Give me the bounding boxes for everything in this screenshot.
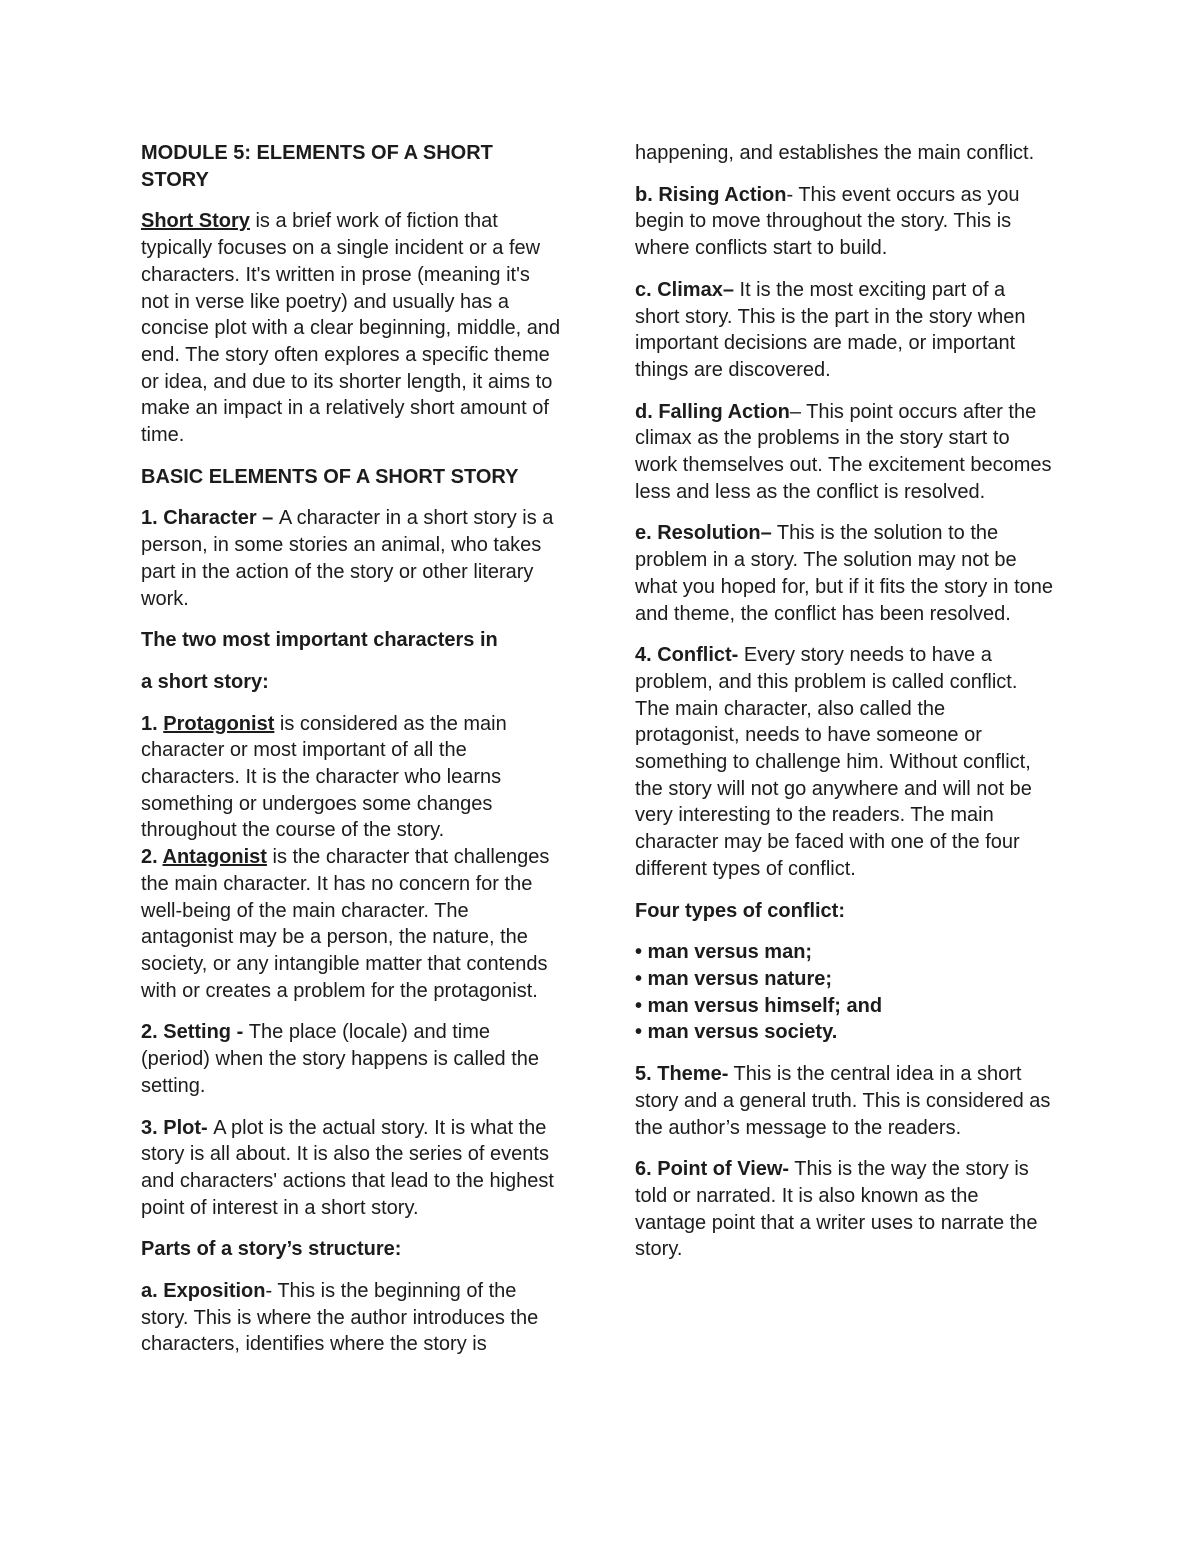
conflict-paragraph	[635, 642, 1055, 882]
rising-action-paragraph	[635, 182, 1055, 262]
short-story-paragraph	[141, 208, 561, 448]
point-of-view-label: 6. Point of View-	[635, 1158, 790, 1181]
character-paragraph	[141, 505, 561, 612]
list-item: • man versus himself; and	[635, 994, 883, 1017]
resolution-text: This is the solution to the problem in a story. The solution may not be what you hoped for, but if it fits the story in tone and theme, the conflict has been resolved.	[635, 522, 1054, 625]
two-most-heading-line1: The two most important characters in	[141, 629, 498, 652]
setting-paragraph	[141, 1019, 561, 1099]
falling-action-label: d. Falling Action	[635, 400, 790, 423]
point-of-view-paragraph	[635, 1156, 1055, 1263]
falling-action-text: – This point occurs after the climax as the problems in the story start to work themselves out. The excitement becomes less and less as the conflict is resolved.	[635, 400, 1052, 503]
setting-text: The place (locale) and time (period) when the story happens is called the setting.	[141, 1021, 540, 1097]
basic-elements-heading: BASIC ELEMENTS OF A SHORT STORY	[141, 465, 519, 488]
setting-label: 2. Setting -	[141, 1021, 249, 1044]
list-item: • man versus man;	[635, 941, 813, 964]
parts-heading: Parts of a story’s structure:	[141, 1238, 402, 1261]
theme-paragraph	[635, 1061, 1055, 1141]
climax-label: c. Climax–	[635, 278, 734, 301]
short-story-term: Short Story	[141, 210, 250, 233]
rising-action-text: - This event occurs as you begin to move throughout the story. This is where conflicts start to build.	[635, 183, 1020, 260]
list-item: • man versus society.	[635, 1021, 838, 1044]
list-item: • man versus nature;	[635, 967, 833, 990]
two-most-heading-line2: a short story:	[141, 670, 269, 693]
theme-text: This is the central idea in a short story and a general truth. This is considered as the author’s message to the readers.	[635, 1063, 1051, 1139]
plot-text: A plot is the actual story. It is what the story is all about. It is also the series of events and characters' actions that lead to the highest point of interest in a short story.	[141, 1116, 554, 1219]
resolution-label: e. Resolution–	[635, 522, 772, 545]
four-types-heading: Four types of conflict:	[635, 899, 845, 922]
exposition-continued: happening, and establishes the main conflict.	[635, 142, 1035, 164]
exposition-label: a. Exposition	[141, 1280, 266, 1303]
protagonist-number: 1.	[141, 712, 164, 735]
conflict-text: Every story needs to have a problem, and this problem is called conflict. The main character, also called the protagonist, needs to have someone or something to challenge him. Without conflict, the story will not go anywhere and will not be very interesting to the readers. The main character may be faced with one of the four different types of conflict.	[635, 644, 1032, 880]
character-text: A character in a short story is a person, in some stories an animal, who takes part in the action of the story or other literary work.	[141, 507, 554, 610]
plot-paragraph	[141, 1115, 561, 1222]
theme-label: 5. Theme-	[635, 1063, 729, 1086]
resolution-paragraph	[635, 520, 1055, 627]
climax-text: It is the most exciting part of a short story. This is the part in the story when important decisions are made, or important things are discovered.	[635, 278, 1026, 381]
antagonist-number: 2.	[141, 846, 163, 869]
protagonist-paragraph	[141, 711, 561, 845]
climax-paragraph	[635, 277, 1055, 384]
right-column	[635, 140, 1055, 1278]
conflict-label: 4. Conflict-	[635, 644, 739, 667]
protagonist-term: Protagonist	[163, 712, 275, 735]
antagonist-paragraph	[141, 844, 561, 1004]
left-column	[141, 140, 561, 1373]
rising-action-label: b. Rising Action	[635, 183, 787, 206]
exposition-paragraph	[141, 1278, 561, 1358]
exposition-text: - This is the beginning of the story. This is where the author introduces the characters, identifies where the story is	[141, 1280, 539, 1356]
antagonist-term: Antagonist	[162, 846, 267, 869]
module-title: MODULE 5: ELEMENTS OF A SHORT STORY	[141, 142, 493, 191]
character-label: 1. Character –	[141, 507, 279, 530]
antagonist-text: is the character that challenges the main character. It has no concern for the well-being of the main character. The antagonist may be a person, the nature, the society, or any intangible matter that contends with or creates a problem for the protagonist.	[141, 846, 550, 1002]
falling-action-paragraph	[635, 399, 1055, 506]
plot-label: 3. Plot-	[141, 1116, 214, 1139]
conflict-types-list	[635, 939, 1055, 1046]
short-story-definition: is a brief work of fiction that typically focuses on a single incident or a few characters. It's written in prose (meaning it's not in verse like poetry) and usually has a concise plot with a clear beginning, middle, and end. The story often explores a specific theme or idea, and due to its shorter length, it aims to make an impact in a relatively short amount of time.	[141, 210, 561, 447]
point-of-view-text: This is the way the story is told or narrated. It is also known as the vantage point that a writer uses to narrate the story.	[635, 1158, 1038, 1261]
protagonist-text: is considered as the main character or most important of all the characters. It is the character who learns something or undergoes some changes throughout the course of the story.	[141, 712, 507, 842]
